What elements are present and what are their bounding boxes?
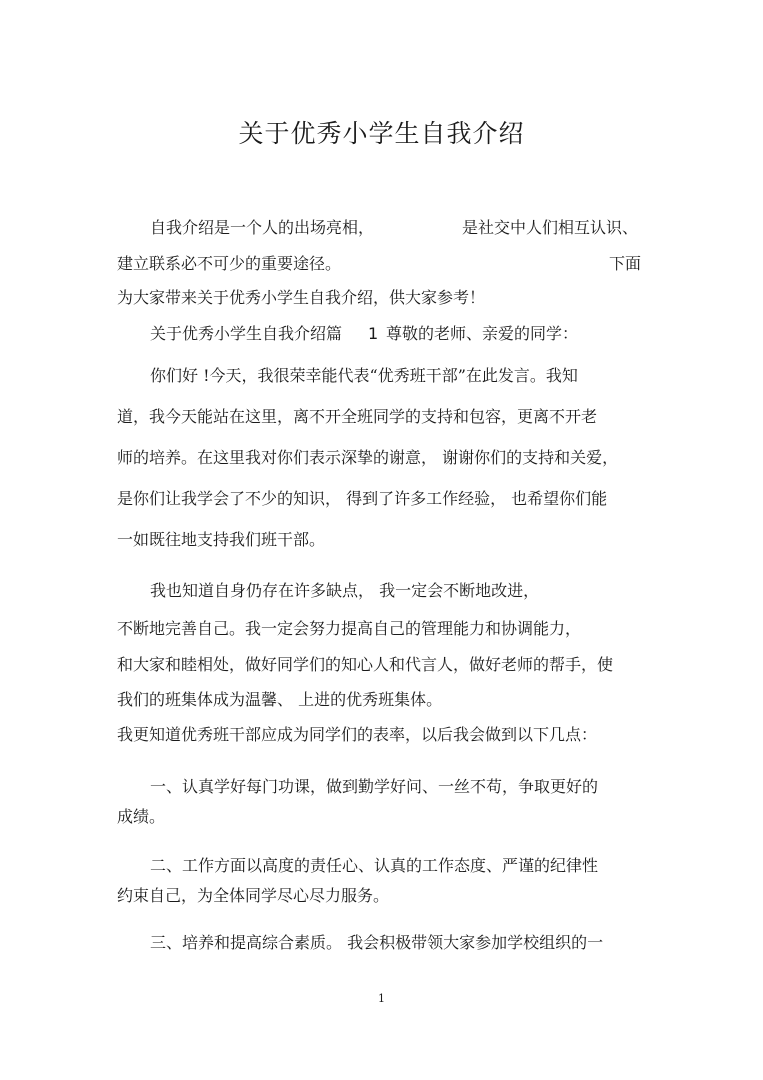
section-heading-number: 1 <box>368 324 379 343</box>
paragraph1-line: 师的培养。在这里我对你们表示深挚的谢意， 谢谢你们的支持和关爱， <box>117 448 619 467</box>
point2-line: 二、工作方面以高度的责任心、认真的工作态度、严谨的纪律性 <box>150 856 599 875</box>
paragraph2-line: 和大家和睦相处，做好同学们的知心人和代言人，做好老师的帮手，使 <box>117 655 614 674</box>
paragraph2-line: 我们的班集体成为温馨、 上进的优秀班集体。 <box>117 690 443 709</box>
point1-line: 成绩。 <box>117 807 166 826</box>
point3-line: 三、培养和提高综合素质。 我会积极带领大家参加学校组织的一 <box>150 933 604 952</box>
point1-line: 一、认真学好每门功课，做到勤学好问、一丝不苟，争取更好的 <box>150 777 599 796</box>
point2-line: 约束自己，为全体同学尽心尽力服务。 <box>117 886 390 905</box>
intro-line-3: 为大家带来关于优秀小学生自我介绍，供大家参考！ <box>117 288 486 307</box>
intro-line-2b: 下面 <box>609 254 642 273</box>
paragraph2-line: 我更知道优秀班干部应成为同学们的表率，以后我会做到以下几点： <box>117 725 598 744</box>
intro-line-1b: 是社交中人们相互认识、 <box>462 218 639 237</box>
intro-line-1a: 自我介绍是一个人的出场亮相， <box>150 218 375 237</box>
document-title: 关于优秀小学生自我介绍 <box>238 119 525 148</box>
section-heading-greeting: 尊敬的老师、亲爱的同学： <box>386 324 579 343</box>
paragraph2-line: 我也知道自身仍存在许多缺点， 我一定会不断地改进， <box>150 581 540 600</box>
paragraph1-line: 你们好 !今天，我很荣幸能代表“优秀班干部”在此发言。我知 <box>150 366 578 385</box>
intro-line-2a: 建立联系必不可少的重要途径。 <box>117 254 342 273</box>
page-number: 1 <box>378 992 385 1005</box>
paragraph1-line: 是你们让我学会了不少的知识， 得到了许多工作经验， 也希望你们能 <box>117 489 608 508</box>
paragraph2-line: 不断地完善自己。我一定会努力提高自己的管理能力和协调能力， <box>117 619 582 638</box>
paragraph1-line: 一如既往地支持我们班干部。 <box>117 530 326 549</box>
section-heading-text: 关于优秀小学生自我介绍篇 <box>150 324 343 343</box>
paragraph1-line: 道，我今天能站在这里，离不开全班同学的支持和包容，更离不开老 <box>117 407 598 426</box>
